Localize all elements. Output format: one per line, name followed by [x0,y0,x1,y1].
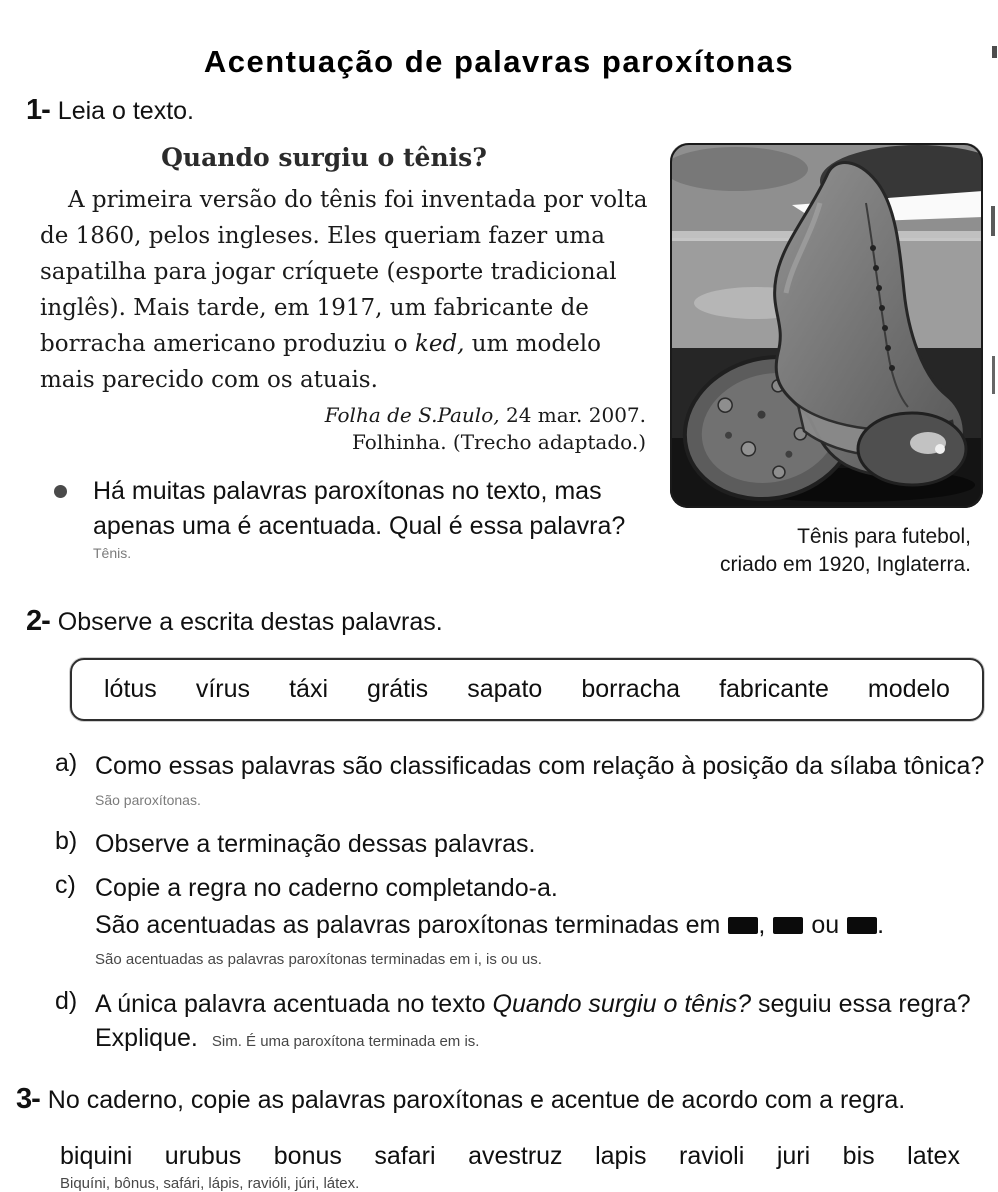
item-a-answer: São paroxítonas. [95,792,201,808]
rule-separator-2: ou [811,911,840,939]
question-1-prompt: Leia o texto. [57,97,195,125]
item-a-text: Como essas palavras são classificadas com relação à posição da sílaba tônica? [95,752,985,780]
scan-artifact [991,206,995,236]
word-item: grátis [367,675,429,703]
rule-period: . [877,911,885,939]
boots-photo-image [670,143,983,508]
item-c-answer: São acentuadas as palavras paroxítonas terminadas em i, is ou us. [95,951,542,968]
item-b-text: Observe a terminação dessas palavras. [95,830,536,858]
redacted-box [773,917,803,934]
question-3-prompt: No caderno, copie as palavras paroxítonas e acentue de acordo com a regra. [47,1086,906,1114]
item-d-text-italic: Quando surgiu o tênis? [492,990,752,1018]
rule-to-complete [95,907,975,943]
item-c-label: c) [55,871,76,899]
word-item: avestruz [468,1142,563,1170]
boots-photo [670,143,983,579]
page-title: Acentuação de palavras paroxítonas [203,44,795,79]
item-b-label: b) [55,827,78,855]
item-d-text-end: seguiu essa regra? Explique. [95,990,971,1052]
word-item: safari [374,1142,436,1170]
item-d-answer: Sim. É uma paroxítona terminada em is. [211,1033,480,1050]
passage-body-end: um modelo mais parecido com os atuais. [40,331,601,393]
reading-passage [0,143,648,579]
passage-body-start: A primeira versão do tênis foi inventada por volta de 1860, pelos ingleses. Eles queriam fazer uma sapatilha para jogar críquete (esporte tradicional inglês). Mais tarde, em 1917, um fabricante de borracha americano produziu o [40,187,648,357]
passage-body-italic-word: ked, [414,331,465,357]
word-item: lótus [104,675,157,703]
rule-separator-1: , [758,911,766,939]
item-b [55,827,998,861]
item-a-label: a) [55,749,78,777]
passage-title: Quando surgiu o tênis? [161,143,487,172]
passage-body [40,182,648,398]
item-d [55,987,998,1059]
word-item: bonus [273,1142,342,1170]
question-3-number: 3- [16,1083,40,1115]
word-bank-box [70,658,984,721]
question-3-answer: Biquíni, bônus, safári, lápis, ravióli, júri, látex. [60,1175,360,1192]
item-c-text: Copie a regra no caderno completando-a. [95,874,558,902]
photo-caption-line2: criado em 1920, Inglaterra. [720,553,971,576]
question-2-prompt: Observe a escrita destas palavras. [57,608,443,636]
word-item: fabricante [719,675,829,703]
photo-caption-line1: Tênis para futebol, [797,525,971,548]
word-item: juri [776,1142,811,1170]
word-item: biquini [60,1142,133,1170]
word-item: táxi [289,675,328,703]
question-1 [0,94,998,579]
word-item: latex [907,1142,960,1170]
source-date: 24 mar. 2007. [499,403,646,427]
word-item: vírus [195,675,251,703]
redacted-box [728,917,758,934]
item-d-label: d) [55,987,78,1015]
source-line2: Folhinha. (Trecho adaptado.) [352,430,646,454]
item-d-text-start: A única palavra acentuada no texto [95,990,493,1018]
question-1-number: 1- [26,94,50,126]
question-2 [0,605,998,1059]
photo-caption [670,523,983,579]
item-c [55,871,998,977]
scan-artifact [992,356,995,394]
word-item: lapis [595,1142,647,1170]
bullet-answer: Tênis. [93,545,132,561]
word-item: ravioli [679,1142,745,1170]
bullet-question [40,474,648,561]
question-2-number: 2- [26,605,50,637]
word-item: sapato [467,675,543,703]
word-item: urubus [164,1142,242,1170]
word-item: borracha [581,675,681,703]
question-3 [0,1083,998,1192]
word-item: bis [842,1142,875,1170]
bullet-icon [54,485,67,498]
word-list [60,1142,960,1171]
rule-prefix: São acentuadas as palavras paroxítonas terminadas em [95,911,721,939]
passage-source [40,402,648,456]
item-d-text [95,987,975,1059]
source-name: Folha de S.Paulo, [324,403,500,427]
item-a [55,749,998,817]
scan-artifact [992,46,997,58]
bullet-question-text: Há muitas palavras paroxítonas no texto, mas apenas uma é acentuada. Qual é essa palavra? [93,477,626,540]
redacted-box [847,917,877,934]
word-item: modelo [867,675,950,703]
